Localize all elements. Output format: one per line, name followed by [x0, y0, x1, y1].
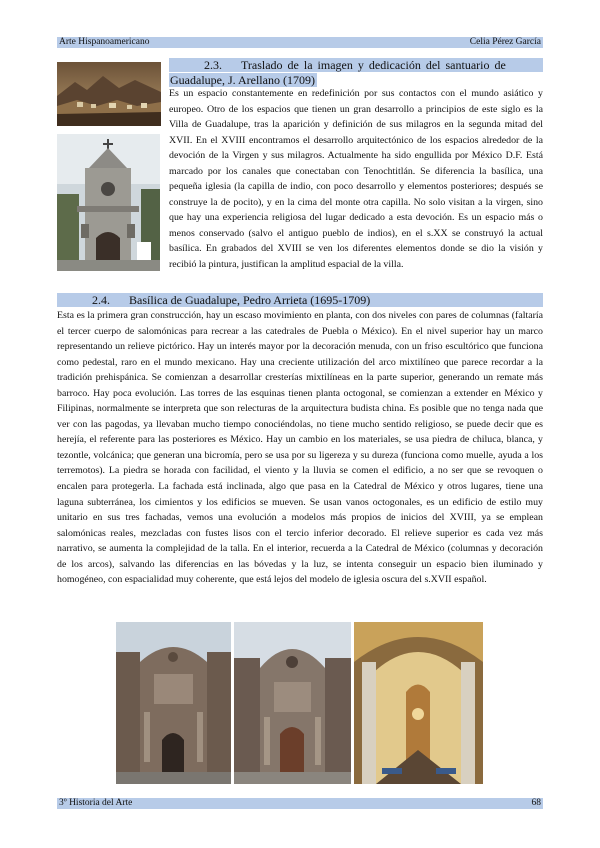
- section-2-4-paragraph: [57, 308, 543, 588]
- basilica-facade-photo-1: [116, 622, 231, 784]
- section-2-3-paragraph: [169, 86, 543, 273]
- page-footer: [57, 798, 543, 809]
- footer-course: 3º Historia del Arte: [59, 798, 133, 808]
- section-2-3-number: 2.3.: [204, 58, 222, 72]
- header-course: Arte Hispanoamericano: [59, 37, 150, 47]
- chapel-photo: [57, 134, 160, 271]
- section-2-4-text: Esta es la primera gran construcción, hay un escaso movimiento en planta, con dos niveles con pares de columnas (faltaría el tercer cuerpo de salomónicas para recrear a las catedrales de Puebla o México). En el nivel superior hay un marco representando un relieve pictórico. Hay un interés mayor por la decoración menuda, con un friso escultórico que funciona como pedestal, raro en el mundo mexicano. Hay una creciente utilización del arco mixtilíneo que parece recordar a la tradición prehispánica. Se comienzan a desarrollar cresterías mixtilíneas en la parte superior, generando un remate más barroco. Hay poca evolución. Las torres de las esquinas tienen planta octogonal, se comienzan a extender en México y Filipinas, normalmente se interpreta que son relecturas de la arquitectura budista china. Es posible que no tenga nada que ver con las pagodas, ya llevaban mucho tiempo conociéndolas, no tiene mucho sentido religioso, se puede decir que es herejía, el referente para las posteriores es México. Hay un cambio en los materiales, se usa piedra de chiluca, blanca, y tezontle, volcánica; que generan una bicromía, pero se usa por su ligereza y su dureza (funciona como muelle, ayuda a los terremotos). La piedra se horada con facilidad, el viento y la lluvia se comen el edificio, a no ser que se revoquen o encalen para protegerla. La fachada está inclinada, algo que pasa en la Catedral de México y otros lugares, tiene una laguna subterránea, los cimientos y los edificios se mueven. Se usan vanos octogonales, es un edificio de estilo muy unitario en sus tres fachadas, vemos una evolución a modelos más propios de inicios del XVIII, ya se emplean salomónicas reales, mezcladas con fustes lisos con el tercio inferior decorado. El relieve superior es cada vez más narrativo, se aumenta la complejidad de la talla. En el interior, recuerda a la Catedral de México (columnas y decoración de los arcos), salvando las diferencias en las bóvedas y la luz, se intenta conseguir un espacio bien iluminado y homogéneo, con espacialidad muy coherente, que está lejos del modelo de iglesia oscura del s.XVII español.: [57, 310, 543, 586]
- section-2-4-title: Basílica de Guadalupe, Pedro Arrieta (1695-1709): [129, 293, 371, 307]
- section-2-3-title-line1: Traslado de la imagen y dedicación del santuario de: [241, 58, 506, 72]
- section-2-3-heading-line1: [169, 58, 543, 72]
- section-2-4-number: 2.4.: [92, 293, 110, 307]
- section-2-4-heading: [57, 293, 543, 307]
- page-number: 68: [531, 798, 541, 808]
- basilica-facade-photo-2: [234, 622, 351, 784]
- section-2-3-heading-line2: [169, 73, 317, 87]
- page-header: [57, 37, 543, 48]
- section-2-3-title-line2: Guadalupe, J. Arellano (1709): [170, 73, 315, 87]
- section-2-3-text: Es un espacio constantemente en redefinición por sus contactos con el mundo asiático y europeo. Otro de los espacios que tienen un gran desarrollo a principios de este siglo es la Villa de Guadalupe, tras la aparición y definición de sus milagros en la segunda mitad del XVII. En el XVIII encontramos el desarrollo arquitectónico de los espacios alrededor de la devoción de la Virgen y sus milagros. Actualmente ha sido engullida por México D.F. Está marcado por los canales que conectaban con Tenochtitlán. Se diferencia la basílica, una pequeña iglesia (la capilla de indio, con poco desarrollo y elementos posteriores; después se construye la de pocito), y en la cima del monte otra capilla. No solo visitan a la virgen, sino que hay una experiencia religiosa del lugar dedicado a esta devoción. Es un espacio más o menos conservado (salvo el antiguo pueblo de indios), en el s.XX se construyó la actual basílica. En grabados del XVIII se ven los diferentes elementos donde se dio la visión y recibió la pintura, justifican la amplitud espacial de la villa.: [169, 88, 543, 271]
- villa-guadalupe-painting: [57, 62, 161, 126]
- basilica-interior-photo: [354, 622, 483, 784]
- header-author: Celia Pérez García: [469, 37, 541, 47]
